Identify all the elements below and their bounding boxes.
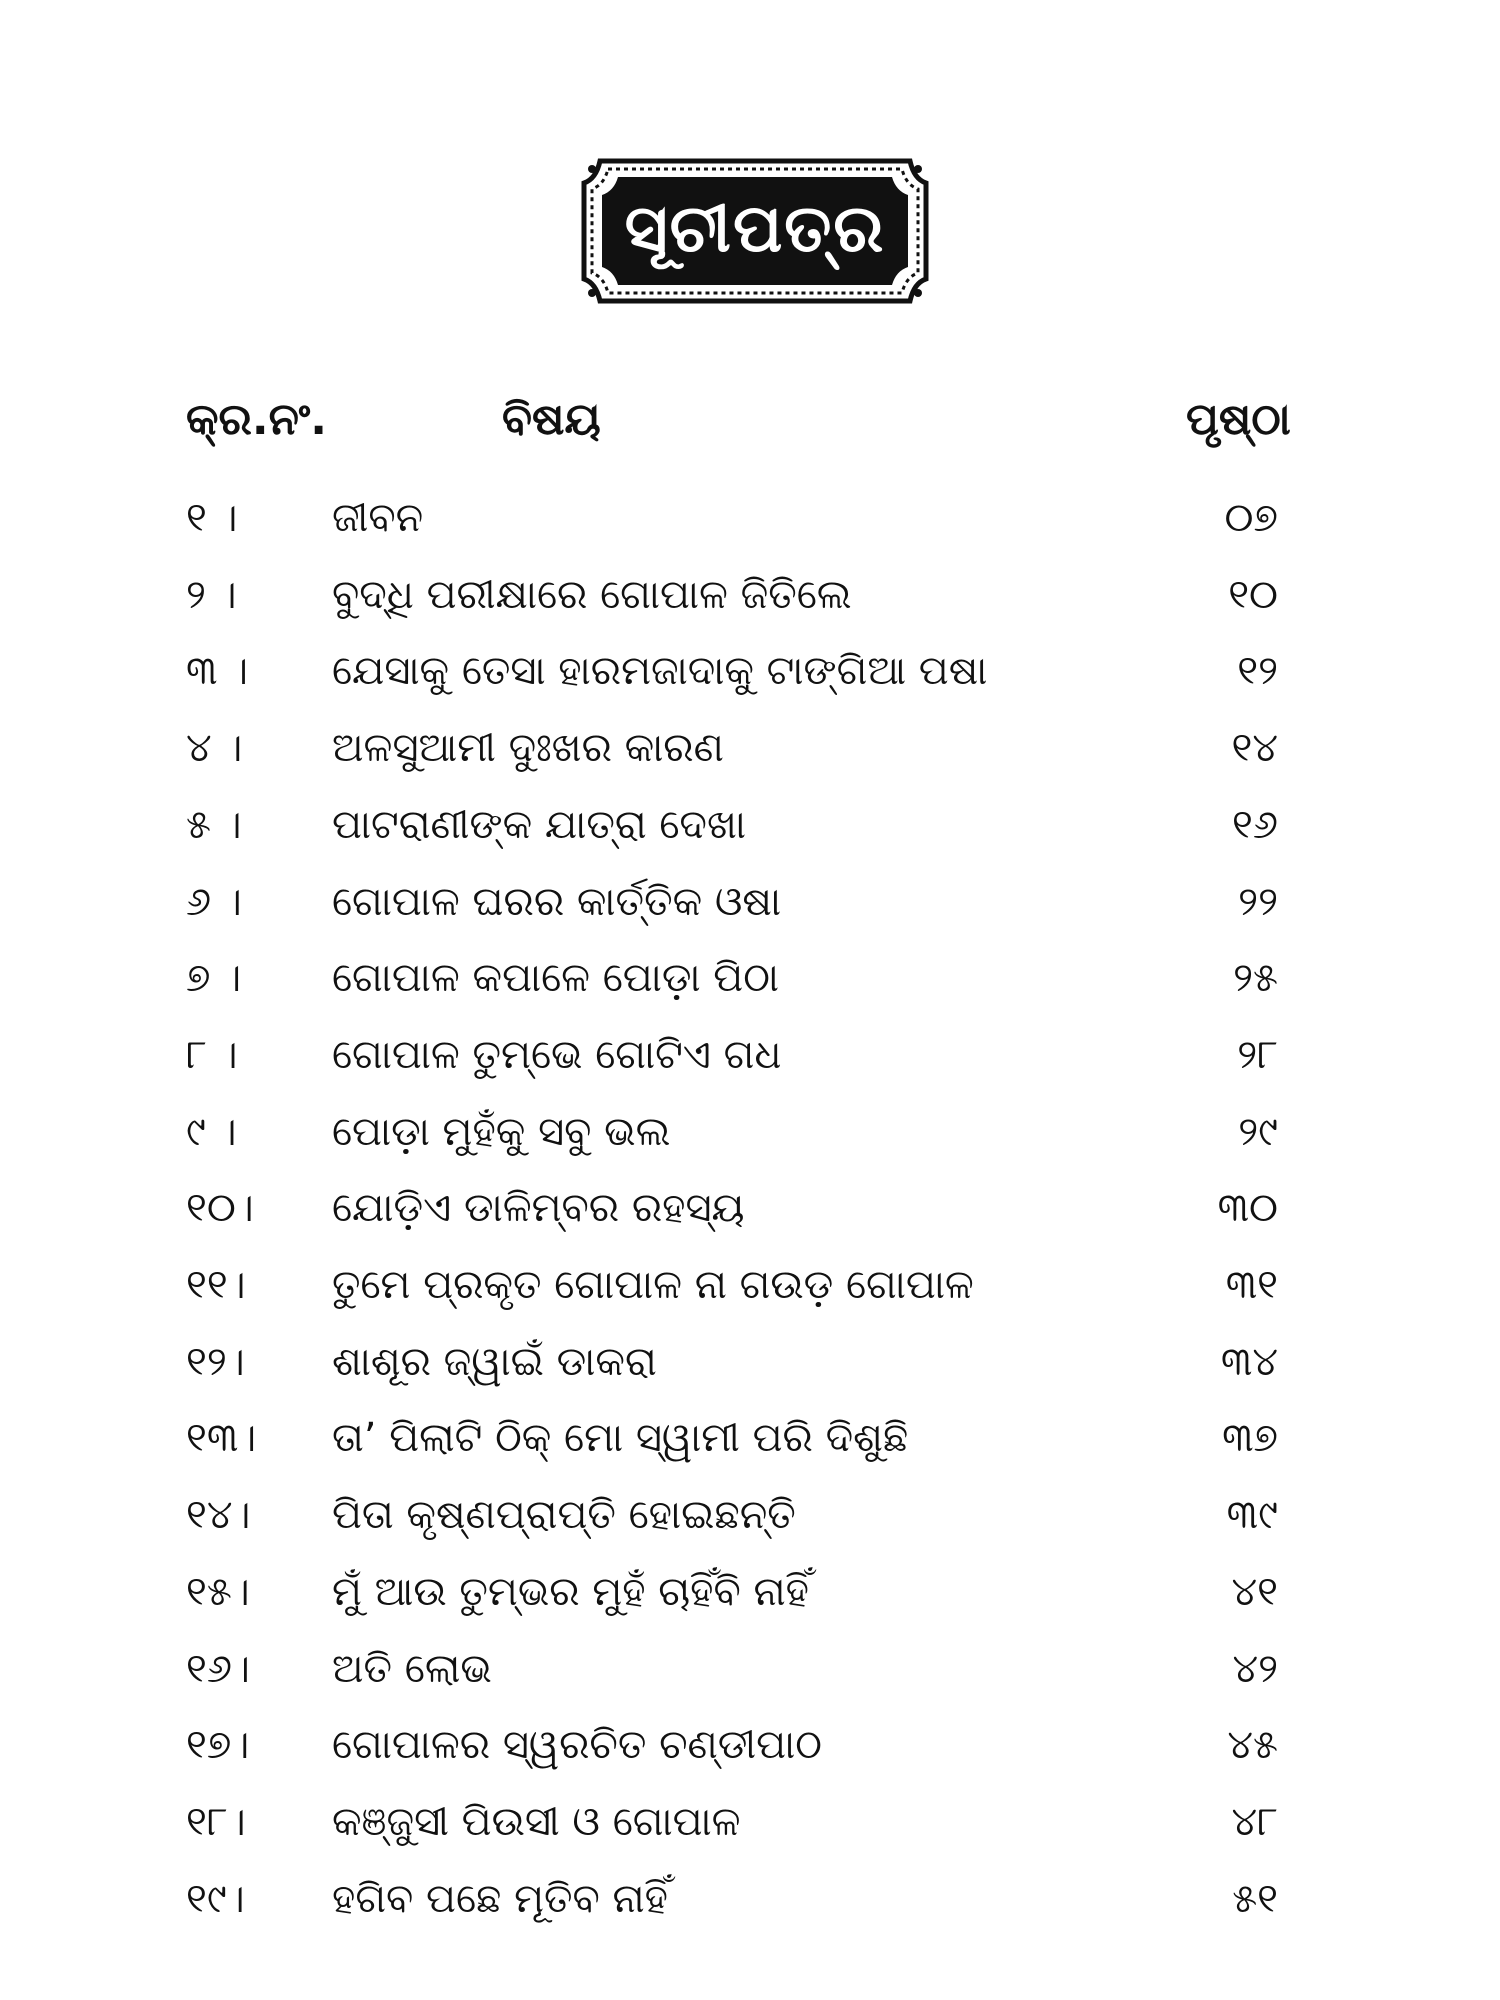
header-page: ପୃଷ୍ଠା xyxy=(1186,394,1291,445)
entry-page: ୪୧ xyxy=(1231,1568,1278,1615)
toc-entry xyxy=(0,557,1500,633)
entry-number: ୧୪। xyxy=(186,1492,251,1539)
toc-entry xyxy=(0,1017,1500,1093)
entry-number: ୮ । xyxy=(186,1031,238,1078)
entry-page: ୧୪ xyxy=(1231,725,1278,772)
entry-page: ୪୫ xyxy=(1227,1722,1278,1769)
header-number: କ୍ର.ନଂ. xyxy=(186,394,327,445)
entry-page: ୩୦ xyxy=(1217,1185,1278,1232)
entry-title: ଯେସାକୁ ତେସା ହାରମଜାଦାକୁ ଟାଙ୍ଗିଆ ପଷା xyxy=(332,648,988,695)
entry-number: ୧୮। xyxy=(186,1798,246,1845)
entry-page: ୨୫ xyxy=(1233,955,1278,1002)
toc-entry xyxy=(0,1477,1500,1553)
entry-title: ଯୋଡ଼ିଏ ଡାଳିମ୍ବର ରହସ୍ୟ xyxy=(332,1185,745,1232)
entry-page: ୨୮ xyxy=(1237,1031,1278,1078)
entry-page: ୧୦ xyxy=(1228,571,1278,618)
toc-entry xyxy=(0,1631,1500,1707)
entry-number: ୬ । xyxy=(186,878,242,925)
toc-entry xyxy=(0,710,1500,786)
entry-number: ୧୫। xyxy=(186,1568,250,1615)
toc-entry xyxy=(0,633,1500,709)
toc-entry xyxy=(0,1707,1500,1783)
entry-title: ଗୋପାଳ ଘରର କାର୍ତ୍ତିକ ଓଷା xyxy=(332,878,782,925)
entry-title: ଜୀବନ xyxy=(332,495,424,541)
entry-page: ୧୬ xyxy=(1232,801,1278,848)
entry-number: ୧ । xyxy=(186,495,238,541)
table-header xyxy=(0,388,1500,452)
toc-entry xyxy=(0,1861,1500,1937)
entry-number: ୩ । xyxy=(186,648,249,695)
toc-entry xyxy=(0,1247,1500,1323)
entry-title: ପାଟରାଣୀଙ୍କ ଯାତ୍ରା ଦେଖା xyxy=(332,801,746,848)
entry-title: ଗୋପାଳ ତୁମ୍ଭେ ଗୋଟିଏ ଗଧ xyxy=(332,1031,782,1078)
page-title: ସୂଚୀପତ୍ର xyxy=(624,189,886,267)
toc-entry xyxy=(0,1784,1500,1860)
entry-number: ୨ । xyxy=(186,571,237,618)
entry-title: ପିତା କୃଷ୍ଣପ୍ରାପ୍ତି ହୋଇଛନ୍ତି xyxy=(332,1492,796,1539)
entry-title: କଞ୍ଜୁସୀ ପିଉସୀ ଓ ଗୋପାଳ xyxy=(332,1798,741,1845)
entry-number: ୧୨। xyxy=(186,1338,245,1385)
entry-title: ତୁମେ ପ୍ରକୃତ ଗୋପାଳ ନା ଗଉଡ଼ ଗୋପାଳ xyxy=(332,1262,974,1308)
toc-entry xyxy=(0,864,1500,940)
toc-entry xyxy=(0,1554,1500,1630)
entry-number: ୫ । xyxy=(186,801,242,848)
entry-number: ୧୬। xyxy=(186,1645,250,1692)
toc-entry xyxy=(0,1094,1500,1170)
entry-title: ଶାଶୂର ଜ୍ୱାଇଁ ଡାକରା xyxy=(332,1338,657,1385)
entry-title: ଅତି ଲୋଭ xyxy=(332,1645,492,1692)
toc-entry xyxy=(0,480,1500,556)
entry-number: ୧୧। xyxy=(186,1262,246,1308)
entry-page: ୩୭ xyxy=(1222,1415,1278,1462)
entry-title: ବୁଦ୍ଧି ପରୀକ୍ଷାରେ ଗୋପାଳ ଜିତିଲେ xyxy=(332,571,852,618)
entry-page: ୪୨ xyxy=(1232,1645,1278,1692)
entry-title: ମୁଁ ଆଉ ତୁମ୍ଭର ମୁହଁ ଚାହିଁବି ନାହିଁ xyxy=(332,1568,809,1615)
entry-page: ୫୧ xyxy=(1232,1875,1278,1922)
entry-number: ୧୦। xyxy=(186,1185,254,1232)
toc-entry xyxy=(0,787,1500,863)
entry-title: ପୋଡ଼ା ମୁହଁକୁ ସବୁ ଭଲ xyxy=(332,1108,671,1155)
entry-number: ୧୯। xyxy=(186,1875,245,1922)
entry-number: ୧୭। xyxy=(186,1722,250,1769)
entry-number: ୭ । xyxy=(186,955,242,1002)
header-subject: ବିଷୟ xyxy=(502,394,601,445)
entry-title: ତା’ ପିଲାଟି ଠିକ୍ ମୋ ସ୍ୱାମୀ ପରି ଦିଶୁଛି xyxy=(332,1415,909,1462)
title-banner xyxy=(578,155,932,307)
entry-page: ୦୭ xyxy=(1224,495,1278,541)
entry-title: ହଗିବ ପଛେ ମୂତିବ ନାହିଁ xyxy=(332,1875,668,1922)
toc-entry xyxy=(0,1400,1500,1476)
entry-title: ଗୋପାଳ କପାଳେ ପୋଡ଼ା ପିଠା xyxy=(332,955,780,1002)
toc-entry xyxy=(0,1324,1500,1400)
entry-title: ଅଳସୁଆମୀ ଦୁଃଖର କାରଣ xyxy=(332,725,724,772)
entry-page: ୩୧ xyxy=(1225,1262,1278,1308)
entry-number: ୯ । xyxy=(186,1108,237,1155)
entry-page: ୩୯ xyxy=(1226,1492,1278,1539)
entry-page: ୨୨ xyxy=(1238,878,1278,925)
entry-title: ଗୋପାଳର ସ୍ୱରଚିତ ଚଣ୍ଡୀପାଠ xyxy=(332,1722,822,1769)
entry-number: ୧୩। xyxy=(186,1415,257,1462)
entry-page: ୧୨ xyxy=(1237,648,1278,695)
entry-page: ୨୯ xyxy=(1238,1108,1278,1155)
toc-entry xyxy=(0,940,1500,1016)
entry-number: ୪ । xyxy=(186,725,243,772)
entry-page: ୪୮ xyxy=(1231,1798,1278,1845)
toc-entry xyxy=(0,1170,1500,1246)
entry-page: ୩୪ xyxy=(1220,1338,1278,1385)
